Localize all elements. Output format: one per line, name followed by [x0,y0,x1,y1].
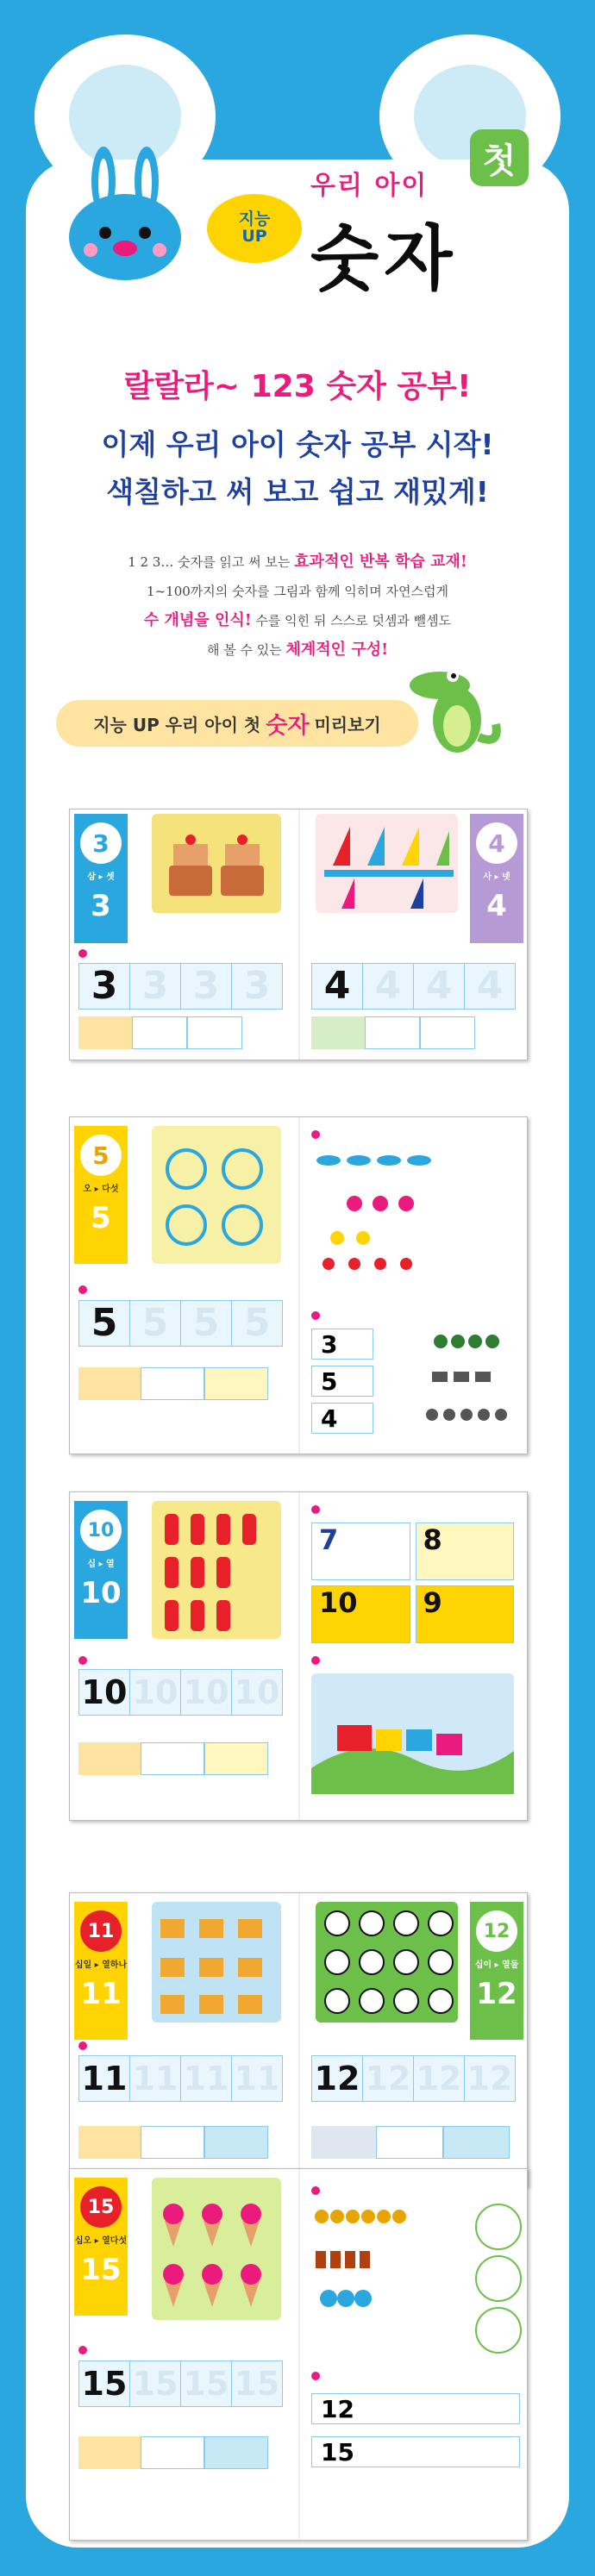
instruction [311,1311,323,1320]
trace-digit: 10 [130,1670,181,1715]
headline-3: 색칠하고 써 보고 쉽고 재밌게! [106,475,489,509]
instruction [78,1285,91,1294]
trace-digit: 12 [467,2060,513,2098]
train-illustration [311,1673,514,1794]
trace-digit: 10 [181,1670,232,1715]
number-digit: 5 [91,1201,111,1235]
number-word: 십이 ▸ 열둘 [474,1960,519,1970]
number-word: 십일 ▸ 열하나 [74,1960,128,1970]
trace-digit: 5 [79,1301,130,1346]
trace-digit: 15 [234,2365,280,2403]
headline-1: 랄랄라~ 123 숫자 공부! [123,369,472,404]
count-boxes [78,1016,242,1049]
number-card [470,814,523,943]
bubble-line2: UP [241,227,267,246]
number-word: 십 ▸ 열 [87,1560,115,1569]
preview-hl: 숫자 [266,712,310,739]
answer-row: 4 [311,1403,373,1434]
number-card [74,814,128,943]
number-word: 삼 ▸ 셋 [87,872,115,882]
trace-digit: 12 [414,2056,465,2101]
number-word: 사 ▸ 넷 [483,872,510,882]
trace-digit: 3 [130,964,181,1009]
number-circle: 4 [476,822,517,864]
subtitle: 우리 아이 [310,171,429,201]
tracing-row [78,1669,283,1716]
count-grid [311,1522,514,1643]
number-card [74,2178,128,2316]
instruction [78,1656,91,1665]
answer-row: 3 [311,1329,373,1360]
number-circle: 11 [80,1910,122,1952]
iq-up-bubble [207,194,302,263]
count-boxes [311,2126,510,2159]
trace-digit: 3 [181,964,232,1009]
answer-row: 12 [311,2393,520,2424]
preview-b: 미리보기 [314,714,381,735]
trace-digit: 11 [181,2056,232,2101]
bunny-mascot-icon [60,147,190,284]
count-boxes [311,1016,475,1049]
preview-label [56,700,418,747]
crocodile-mascot-icon [401,664,504,759]
number-card [74,1501,128,1639]
trace-digit: 15 [181,2361,232,2406]
instruction [311,1505,323,1514]
match-dots-icon [423,1329,518,1432]
number-circle: 10 [80,1510,122,1551]
number-digit: 11 [80,1977,122,2011]
tracing-row [311,963,516,1010]
number-circle: 3 [80,822,122,864]
extinguisher-illustration [152,1501,281,1639]
instruction [311,2372,323,2380]
number-word: 오 ▸ 다섯 [83,1185,119,1194]
grid-cell: 7 [311,1522,410,1580]
page-spread-1 [69,809,528,1060]
trace-digit: 11 [234,2060,280,2098]
instruction [311,2186,323,2195]
desc-3b: 수를 익힌 뒤 스스로 덧셈과 뺄셈도 [251,613,452,628]
description [0,547,595,665]
sailboats-illustration [316,814,458,913]
page-spread-2 [69,1116,528,1454]
match-pictures [311,1143,441,1272]
page-spread-5 [69,2168,528,2541]
instruction [311,1656,323,1665]
trace-digit: 10 [234,1673,280,1711]
trace-digit: 5 [243,1301,271,1345]
instruction [78,949,91,958]
first-badge: 첫 [470,129,529,186]
number-card [74,1902,128,2040]
answer-row: 15 [311,2436,520,2467]
number-circle: 5 [80,1135,122,1176]
desc-3a: 수 개념을 인식! [143,611,252,629]
number-circle: 12 [476,1910,517,1952]
number-digit: 4 [486,889,507,923]
tracing-row [311,2055,516,2102]
soccer-balls-illustration [316,1902,458,2023]
page-title: 숫자 [310,218,458,300]
grid-cell: 8 [416,1522,515,1580]
answer-circle[interactable] [475,2255,522,2302]
number-word: 십오 ▸ 열다섯 [74,2236,128,2246]
houses-illustration [152,1902,281,2023]
trace-digit: 15 [130,2361,181,2406]
count-boxes [78,2126,268,2159]
answer-circle[interactable] [475,2204,522,2250]
trace-digit: 11 [79,2056,130,2101]
grid-cell: 9 [416,1585,515,1643]
count-boxes [78,1742,268,1775]
desc-1b: 효과적인 반복 학습 교재! [294,553,467,571]
trace-digit: 12 [312,2056,363,2101]
answer-circle[interactable] [475,2307,522,2354]
stethoscope-illustration [152,1126,281,1264]
grid-cell: 10 [311,1585,410,1643]
tracing-row [78,2360,283,2407]
count-boxes [78,2436,268,2469]
page-spread-3 [69,1491,528,1821]
desc-4b: 체계적인 구성! [285,641,389,659]
desc-2: 1~100까지의 숫자를 그림과 함께 익히며 자연스럽게 [147,584,448,599]
trace-digit: 3 [79,964,130,1009]
trace-digit: 3 [243,964,271,1008]
trace-digit: 5 [181,1301,232,1346]
trace-digit: 5 [130,1301,181,1346]
number-digit: 10 [80,1576,122,1610]
tracing-row [78,1300,283,1347]
trace-digit: 11 [130,2056,181,2101]
desc-1a: 1 2 3… 숫자를 읽고 써 보는 [128,554,295,570]
preview-a: 지능 UP 우리 아이 첫 [93,714,261,735]
count-boxes [78,1367,268,1400]
number-card [470,1902,523,2040]
number-digit: 3 [91,889,111,923]
number-circle: 15 [80,2186,122,2228]
trace-digit: 12 [363,2056,414,2101]
headline-2: 이제 우리 아이 숫자 공부 시작! [101,428,494,461]
tracing-row [78,2055,283,2102]
trace-digit: 4 [363,964,414,1009]
trace-digit: 15 [79,2361,130,2406]
instruction [78,2041,91,2050]
desc-4a: 해 볼 수 있는 [206,642,286,658]
answer-row: 5 [311,1366,373,1397]
trace-digit: 10 [79,1670,130,1715]
bubble-line1: 지능 [238,209,271,229]
ice-cream-illustration [152,2178,281,2320]
instruction [311,1130,323,1139]
number-digit: 12 [476,1977,517,2011]
trace-digit: 4 [476,964,504,1008]
number-card [74,1126,128,1264]
trace-digit: 4 [414,964,465,1009]
cakes-illustration [152,814,281,913]
trace-digit: 4 [312,964,363,1009]
instruction [78,2346,91,2354]
tracing-row [78,963,283,1010]
page-spread-4 [69,1892,528,2187]
number-digit: 15 [80,2253,122,2287]
count-objects-icon [311,2204,432,2316]
